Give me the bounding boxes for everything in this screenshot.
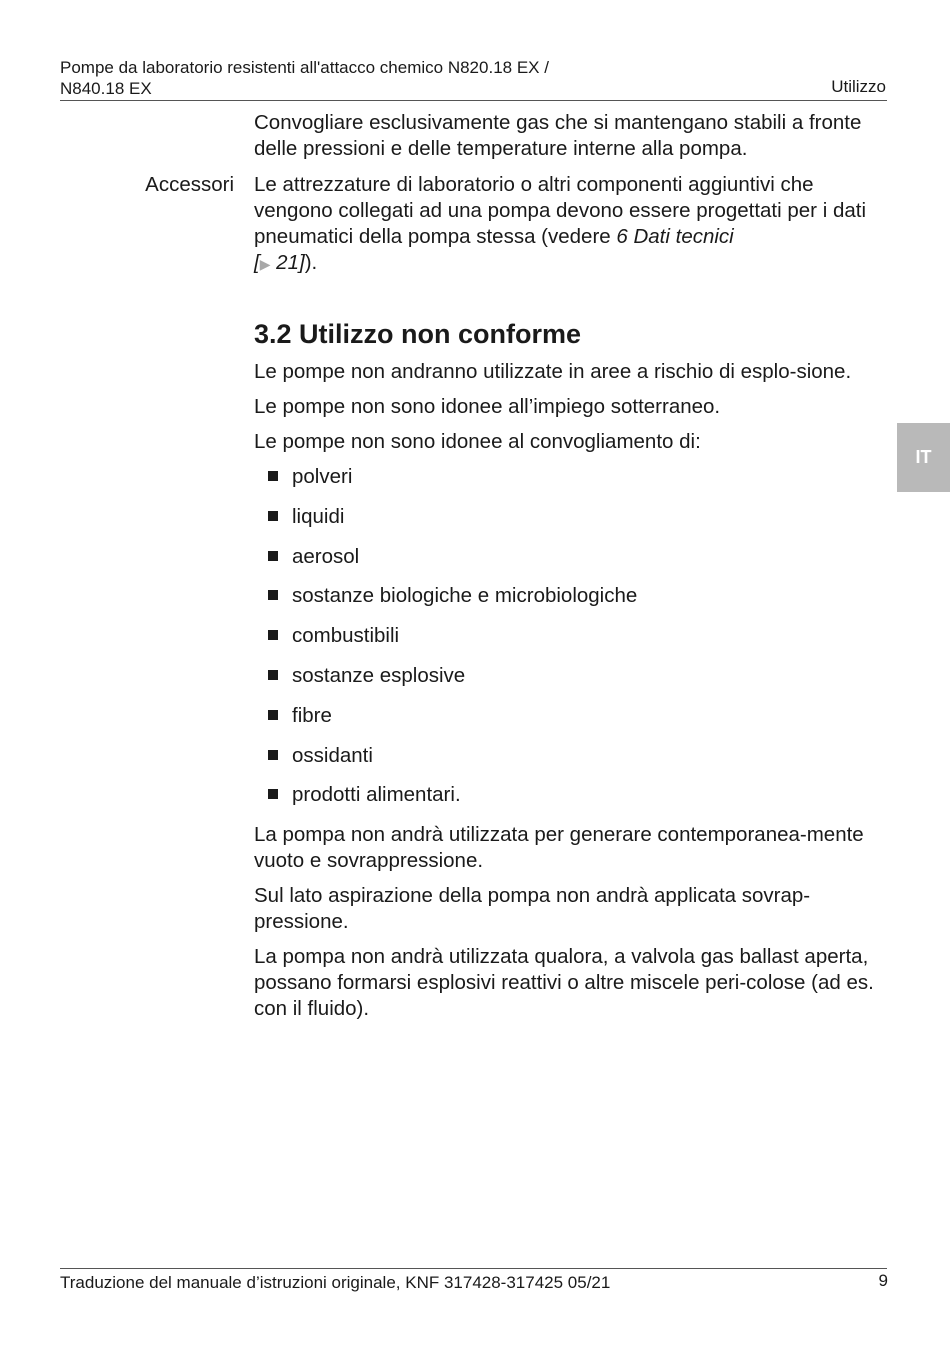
unsuitable-media-list — [254, 464, 888, 808]
paragraph-explosion-risk: Le pompe non andranno utilizzate in aree a rischio di esplo-sione. — [254, 360, 852, 383]
accessori-text-after: ). — [304, 251, 318, 274]
page-number: 9 — [878, 1271, 888, 1290]
bullet-square-icon — [268, 551, 278, 561]
header-section-name: Utilizzo — [831, 77, 886, 96]
paragraph-conveying-intro: Le pompe non sono idonee al convogliamento di: — [254, 430, 701, 453]
bullet-square-icon — [268, 630, 278, 640]
language-tab-it[interactable]: IT — [897, 423, 950, 492]
list-item: sostanze esplosive — [254, 663, 888, 689]
bullet-square-icon — [268, 670, 278, 680]
paragraph-underground: Le pompe non sono idonee all’impiego sotterraneo. — [254, 395, 721, 418]
bullet-square-icon — [268, 511, 278, 521]
footer-text: Traduzione del manuale d’istruzioni originale, KNF 317428-317425 05/21 — [60, 1273, 611, 1292]
list-item: liquidi — [254, 504, 888, 530]
section-body — [254, 359, 888, 1031]
list-item: ossidanti — [254, 743, 888, 769]
footer-divider — [60, 1268, 887, 1269]
list-item: prodotti alimentari. — [254, 782, 888, 808]
accessori-text-before: Le attrezzature di laboratorio o altri componenti aggiuntivi che vengono collegati ad una pompa devono essere progettati per i dati pneumatici della pompa stessa (vedere — [254, 173, 867, 248]
header-title — [60, 57, 620, 99]
header-divider — [60, 100, 887, 101]
xref-title: 6 Dati tecnici — [616, 225, 734, 248]
xref-bracket: [ — [254, 251, 260, 274]
list-item: aerosol — [254, 544, 888, 570]
xref-arrow-icon: ▶ — [259, 256, 271, 272]
list-item: combustibili — [254, 623, 888, 649]
paragraph-suction-side: Sul lato aspirazione della pompa non andrà applicata sovrap-pressione. — [254, 884, 811, 934]
accessori-paragraph — [254, 172, 888, 277]
list-item: polveri — [254, 464, 888, 490]
bullet-square-icon — [268, 789, 278, 799]
xref-page: 21] — [270, 251, 305, 274]
intro-paragraph — [254, 110, 888, 162]
bullet-square-icon — [268, 590, 278, 600]
bullet-square-icon — [268, 710, 278, 720]
list-item: sostanze biologiche e microbiologiche — [254, 583, 888, 609]
header-title-line1: Pompe da laboratorio resistenti all'attacco chemico N820.18 EX / — [60, 58, 549, 77]
list-item: fibre — [254, 703, 888, 729]
accessori-margin-label: Accessori — [145, 173, 234, 196]
section-heading: 3.2 Utilizzo non conforme — [254, 319, 582, 349]
bullet-square-icon — [268, 471, 278, 481]
intro-text: Convogliare esclusivamente gas che si mantengano stabili a fronte delle pressioni e delle temperature interne alla pompa. — [254, 111, 862, 160]
paragraph-vacuum-pressure: La pompa non andrà utilizzata per generare contemporanea-mente vuoto e sovrappressione. — [254, 823, 864, 873]
accessori-text — [254, 172, 888, 277]
bullet-square-icon — [268, 750, 278, 760]
paragraph-gas-ballast: La pompa non andrà utilizzata qualora, a valvola gas ballast aperta, possano formarsi esplosivi reattivi o altre miscele peri-colose (ad es. con il fluido). — [254, 945, 874, 1021]
header-title-line2: N840.18 EX — [60, 79, 152, 98]
